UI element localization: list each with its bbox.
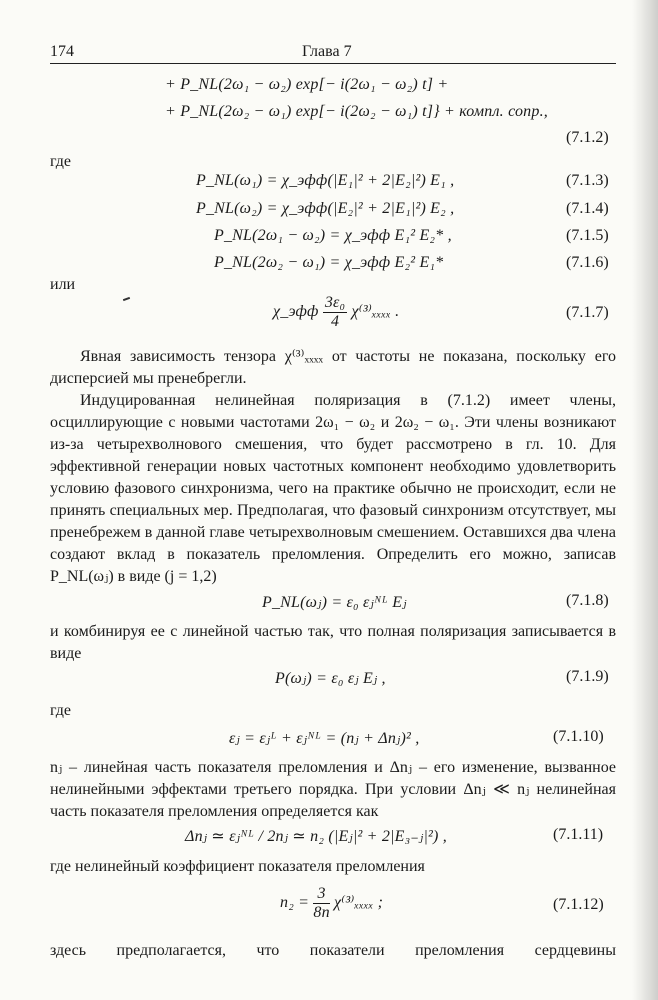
equation: Δnⱼ ≃ εⱼᴺᴸ / 2nⱼ ≃ n₂ (|Eⱼ|² + 2|E₃₋ⱼ|²) , bbox=[185, 828, 447, 845]
equation: εⱼ = εⱼᴸ + εⱼᴺᴸ = (nⱼ + Δnⱼ)² , bbox=[229, 730, 420, 747]
equation bbox=[273, 294, 399, 331]
paragraph: Явная зависимость тензора χ⁽³⁾ₓₓₓₓ от частоты не показана, поскольку его дисперсией мы пренебрегли. bbox=[50, 348, 616, 387]
chapter-title: Глава 7 bbox=[302, 43, 352, 60]
print-speck bbox=[123, 297, 130, 301]
equation: P_NL(ω₂) = χ_эфф(|E₂|² + 2|E₁|²) E₂ , bbox=[196, 200, 455, 217]
paragraph: и комбинируя ее с линейной частью так, что полная поляризация записывается в виде bbox=[50, 623, 616, 662]
eq-lhs: n₂ = bbox=[280, 894, 310, 912]
eq-rhs: χ⁽³⁾ₓₓₓₓ . bbox=[351, 303, 400, 321]
equation: P_NL(2ω₂ − ω₁) = χ_эфф E₂² E₁* bbox=[214, 254, 444, 271]
paragraph: где нелинейный коэффициент показателя преломления bbox=[50, 858, 425, 875]
equation bbox=[280, 885, 383, 922]
text-or: или bbox=[50, 276, 76, 293]
page-number: 174 bbox=[50, 43, 74, 60]
text-where: где bbox=[50, 153, 72, 170]
eq-rhs: χ⁽³⁾ₓₓₓₓ ; bbox=[333, 894, 384, 912]
eq-lhs: χ_эфф bbox=[273, 303, 319, 321]
equation-number: (7.1.7) bbox=[566, 304, 609, 321]
equation-number: (7.1.10) bbox=[553, 728, 604, 745]
equation-number: (7.1.8) bbox=[566, 592, 609, 609]
equation: P(ωⱼ) = ε₀ εⱼ Eⱼ , bbox=[275, 670, 386, 687]
fraction-numerator: 3 bbox=[313, 885, 329, 904]
paragraph: Индуцированная нелинейная поляризация в (7.1.2) имеет члены, осциллирующие с новыми частотами 2ω₁ − ω₂ и 2ω₂ − ω₁. Эти члены возникают из-за четырехволнового смешения, что будет рассмотрено в гл. 10. Для эффективной генерации новых частотных компонент необходимо удовлетворить условию фазового синхронизма, чего на практике обычно не происходит, если не принять специальных мер. Предполагая, что фазовый синхронизм отсутствует, мы пренебрежем в данной главе четырехволновым смешением. Оставшихся два члена создают вклад в показатель преломления. Определить его можно, записав P_NL(ωⱼ) в виде (j = 1,2) bbox=[50, 392, 616, 585]
equation-number: (7.1.9) bbox=[566, 668, 609, 685]
fraction-numerator: 3ε₀ bbox=[324, 294, 346, 311]
equation-number: (7.1.6) bbox=[566, 254, 609, 271]
header-rule bbox=[50, 63, 616, 64]
equation-line: + P_NL(2ω₂ − ω₁) exp[− i(2ω₂ − ω₁) t]} + компл. сопр., bbox=[165, 103, 548, 120]
paragraph: здесь предполагается, что показатели преломления сердцевины bbox=[50, 942, 616, 959]
equation-number: (7.1.4) bbox=[566, 200, 609, 217]
paragraph: nⱼ – линейная часть показателя преломления и Δnⱼ – его изменение, вызванное нелинейными эффектами третьего порядка. При условии Δnⱼ ≪ nⱼ нелинейная часть показателя преломления определяется как bbox=[50, 759, 616, 820]
equation-number: (7.1.2) bbox=[566, 129, 609, 146]
equation-number: (7.1.11) bbox=[553, 826, 604, 843]
text-where: где bbox=[50, 702, 72, 719]
equation: P_NL(ωⱼ) = ε₀ εⱼᴺᴸ Eⱼ bbox=[262, 594, 407, 611]
equation-number: (7.1.5) bbox=[566, 227, 609, 244]
fraction-denominator: 4 bbox=[330, 313, 340, 330]
page-edge-shadow bbox=[632, 0, 658, 1000]
equation-line: + P_NL(2ω₁ − ω₂) exp[− i(2ω₁ − ω₂) t] + bbox=[165, 76, 449, 93]
equation-number: (7.1.3) bbox=[566, 172, 609, 189]
equation-number: (7.1.12) bbox=[553, 896, 604, 913]
equation: P_NL(ω₁) = χ_эфф(|E₁|² + 2|E₂|²) E₁ , bbox=[196, 172, 455, 189]
fraction bbox=[313, 885, 329, 922]
equation: P_NL(2ω₁ − ω₂) = χ_эфф E₁² E₂* , bbox=[214, 227, 452, 244]
fraction-denominator: 8n bbox=[313, 904, 330, 921]
fraction bbox=[323, 294, 347, 331]
